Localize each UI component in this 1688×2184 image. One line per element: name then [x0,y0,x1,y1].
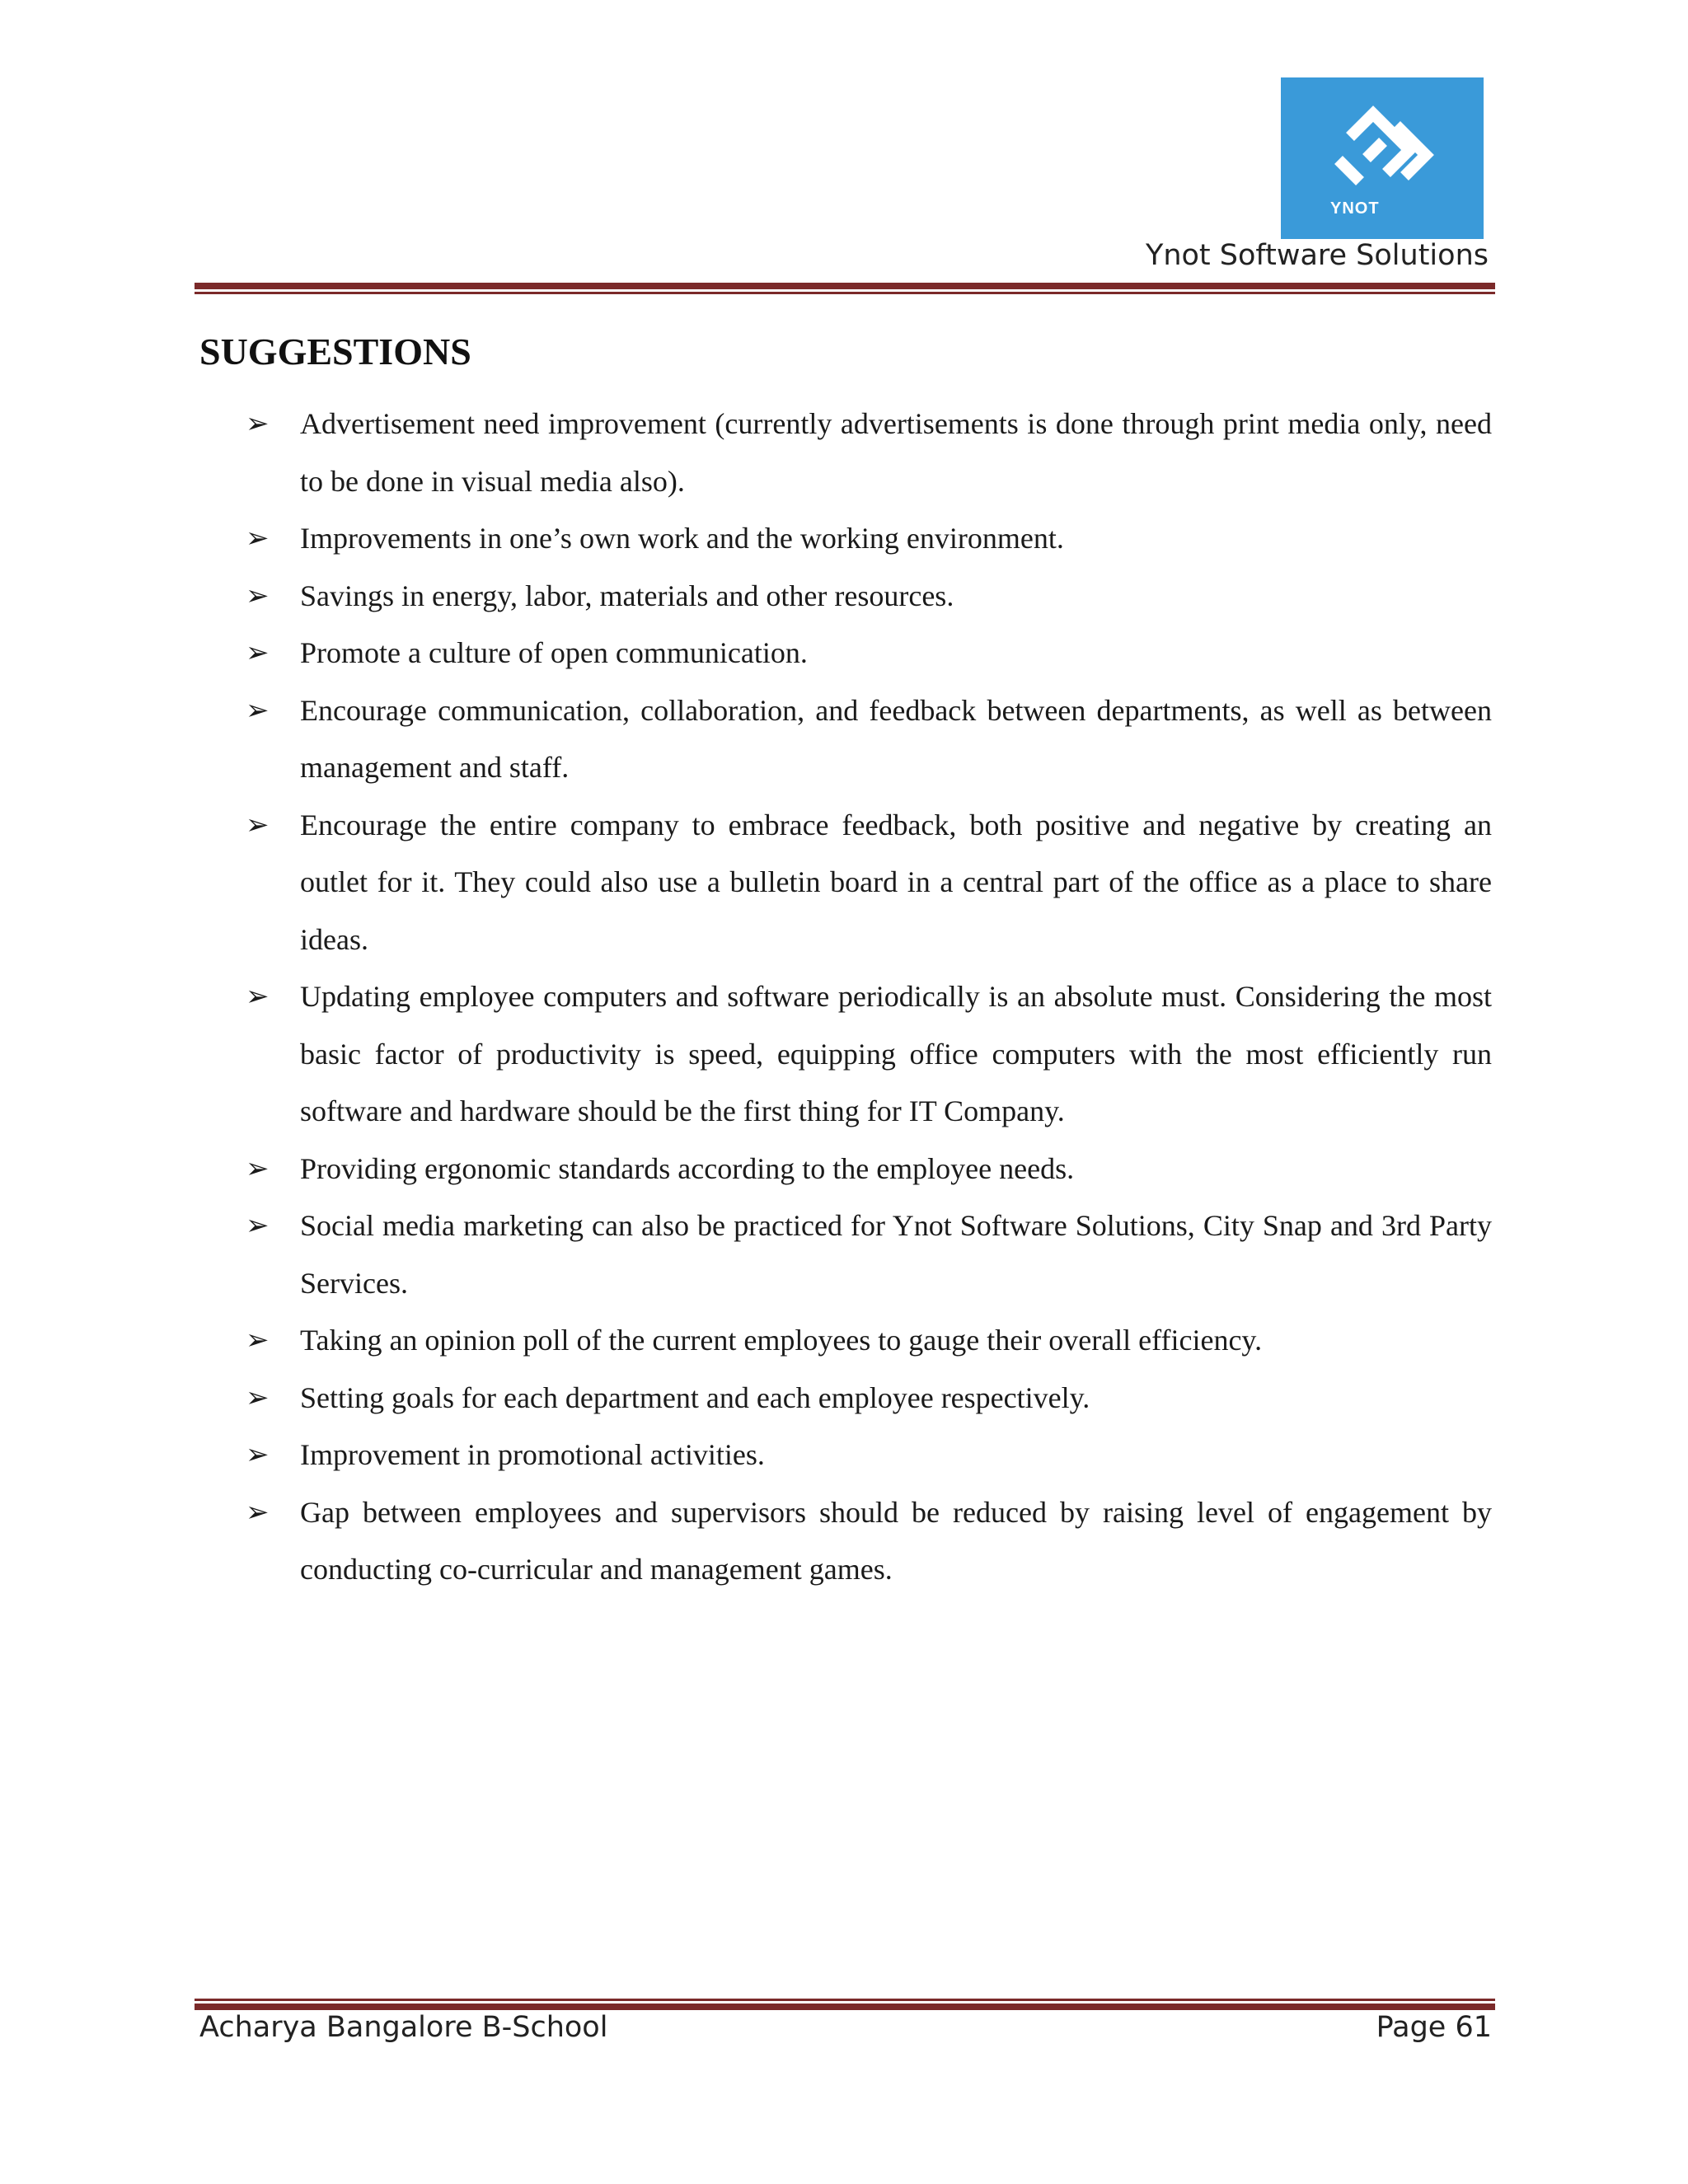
list-item-text: Encourage communication, collaboration, and feedback between departments, as well as between management and staff. [300,693,1492,784]
list-item [246,1427,1492,1484]
list-item [246,510,1492,568]
footer-page-number: Page 61 [1376,2011,1492,2044]
arrow-bullet-icon: ➢ [246,522,270,555]
arrow-bullet-icon: ➢ [246,808,270,841]
arrow-bullet-icon: ➢ [246,407,270,440]
list-item-text: Promote a culture of open communication. [300,636,808,669]
list-item-text: Improvement in promotional activities. [300,1438,765,1471]
list-item [246,396,1492,510]
list-item [246,1312,1492,1370]
footer-institution: Acharya Bangalore B-School [199,2011,608,2044]
footer-rule-thick [195,2004,1495,2010]
arrow-bullet-icon: ➢ [246,693,270,727]
list-item-text: Encourage the entire company to embrace feedback, both positive and negative by creating an outlet for it. They could also use a bulletin board in a central part of the office as a place to share ideas. [300,808,1492,956]
logo-text: YNOT [1330,199,1380,218]
arrow-bullet-icon: ➢ [246,1380,270,1414]
header-rule-thick [195,283,1495,289]
company-logo [1281,77,1484,239]
list-item-text: Improvements in one’s own work and the working environment. [300,522,1064,555]
arrow-bullet-icon: ➢ [246,636,270,669]
list-item-text: Savings in energy, labor, materials and other resources. [300,579,954,612]
list-item [246,1370,1492,1427]
list-item-text: Advertisement need improvement (currently advertisements is done through print media only, need to be done in visual media also). [300,407,1492,498]
list-item-text: Gap between employees and supervisors should be reduced by raising level of engagement by conducting co-curricular and management games. [300,1495,1492,1586]
list-item-text: Taking an opinion poll of the current employees to gauge their overall efficiency. [300,1324,1263,1357]
suggestion-list [246,396,1492,1599]
list-item [246,568,1492,626]
footer-rule-thin [195,1999,1495,2001]
list-item-text: Providing ergonomic standards according to the employee needs. [300,1151,1075,1185]
arrow-bullet-icon: ➢ [246,1438,270,1471]
arrow-bullet-icon: ➢ [246,1495,270,1529]
list-item-text: Social media marketing can also be practiced for Ynot Software Solutions, City Snap and 3rd Party Services. [300,1209,1492,1300]
header-rule-thin [195,292,1495,294]
list-item [246,797,1492,969]
arrow-bullet-icon: ➢ [246,579,270,612]
arrow-bullet-icon: ➢ [246,980,270,1013]
list-item [246,1197,1492,1312]
list-item [246,625,1492,682]
arrow-bullet-icon: ➢ [246,1324,270,1357]
list-item-text: Updating employee computers and software periodically is an absolute must. Considering the most basic factor of productivity is speed, equipping office computers with the most efficiently run software and hardware should be the first thing for IT Company. [300,980,1492,1127]
list-item [246,1141,1492,1198]
list-item [246,968,1492,1141]
arrow-bullet-icon: ➢ [246,1209,270,1242]
list-item-text: Setting goals for each department and each employee respectively. [300,1380,1090,1414]
list-item [246,682,1492,797]
arrow-bullet-icon: ➢ [246,1151,270,1185]
list-item [246,1484,1492,1599]
header-company-name: Ynot Software Solutions [1145,239,1489,272]
logo-mark-icon [1281,77,1484,239]
page-title: SUGGESTIONS [199,330,471,373]
